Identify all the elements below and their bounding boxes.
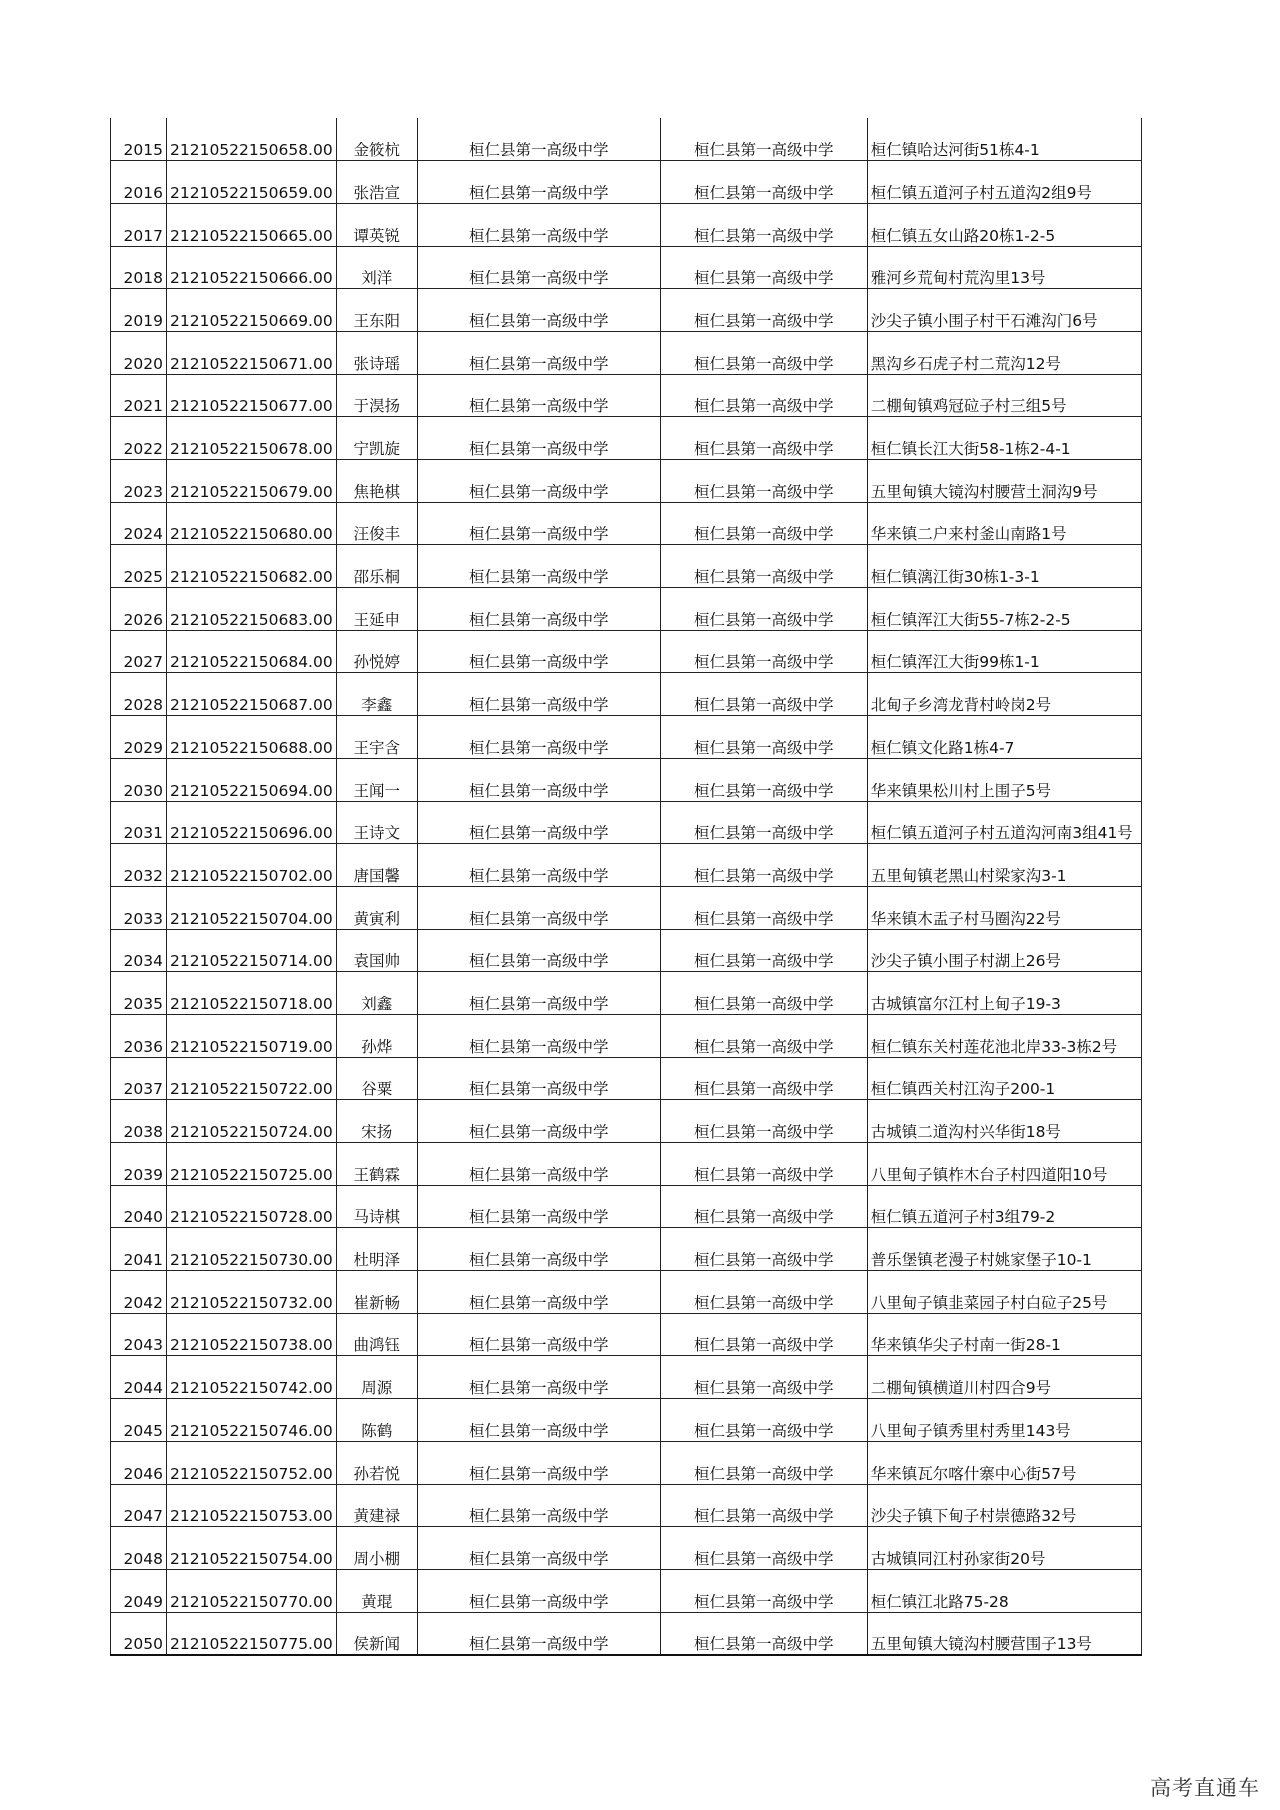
home-address-cell: 华来镇果松川村上围子5号 [867,758,1141,801]
table-row [111,673,1142,716]
table-row [111,1228,1142,1271]
graduate-school-cell: 桓仁县第一高级中学 [417,716,660,759]
student-name-cell: 张诗瑶 [336,331,417,374]
exam-id-cell: 21210522150658.00 [167,118,337,161]
graduate-school-cell: 桓仁县第一高级中学 [417,1441,660,1484]
graduate-school-cell: 桓仁县第一高级中学 [417,886,660,929]
admitted-school-cell: 桓仁县第一高级中学 [660,630,867,673]
row-number-cell: 2028 [111,673,167,716]
row-number-cell: 2039 [111,1143,167,1186]
table-row [111,331,1142,374]
table-row [111,502,1142,545]
home-address-cell: 沙尖子镇小围子村湖上26号 [867,929,1141,972]
admitted-school-cell: 桓仁县第一高级中学 [660,417,867,460]
student-name-cell: 邵乐桐 [336,545,417,588]
graduate-school-cell: 桓仁县第一高级中学 [417,374,660,417]
exam-id-cell: 21210522150671.00 [167,331,337,374]
row-number-cell: 2030 [111,758,167,801]
row-number-cell: 2044 [111,1356,167,1399]
row-number-cell: 2049 [111,1569,167,1612]
table-row [111,203,1142,246]
admitted-school-cell: 桓仁县第一高级中学 [660,331,867,374]
table-row [111,1313,1142,1356]
graduate-school-cell: 桓仁县第一高级中学 [417,1185,660,1228]
admitted-school-cell: 桓仁县第一高级中学 [660,844,867,887]
student-name-cell: 刘鑫 [336,972,417,1015]
exam-id-cell: 21210522150732.00 [167,1271,337,1314]
table-row [111,246,1142,289]
home-address-cell: 五里甸镇大镜沟村腰营土洞沟9号 [867,460,1141,503]
student-name-cell: 陈鹤 [336,1399,417,1442]
student-name-cell: 王鹤霖 [336,1143,417,1186]
student-name-cell: 王东阳 [336,289,417,332]
admitted-school-cell: 桓仁县第一高级中学 [660,1569,867,1612]
exam-id-cell: 21210522150746.00 [167,1399,337,1442]
table-row [111,758,1142,801]
row-number-cell: 2042 [111,1271,167,1314]
home-address-cell: 华来镇二户来村釜山南路1号 [867,502,1141,545]
graduate-school-cell: 桓仁县第一高级中学 [417,203,660,246]
exam-id-cell: 21210522150754.00 [167,1527,337,1570]
site-watermark: 高考直通车 [1150,1776,1260,1800]
row-number-cell: 2031 [111,801,167,844]
graduate-school-cell: 桓仁县第一高级中学 [417,460,660,503]
student-name-cell: 黄建禄 [336,1484,417,1527]
admitted-school-cell: 桓仁县第一高级中学 [660,118,867,161]
graduate-school-cell: 桓仁县第一高级中学 [417,161,660,204]
graduate-school-cell: 桓仁县第一高级中学 [417,972,660,1015]
student-name-cell: 王延申 [336,588,417,631]
exam-id-cell: 21210522150704.00 [167,886,337,929]
student-name-cell: 孙若悦 [336,1441,417,1484]
exam-id-cell: 21210522150753.00 [167,1484,337,1527]
student-name-cell: 周源 [336,1356,417,1399]
home-address-cell: 桓仁镇哈达河街51栋4-1 [867,118,1141,161]
home-address-cell: 北甸子乡湾龙背村岭岗2号 [867,673,1141,716]
row-number-cell: 2027 [111,630,167,673]
admitted-school-cell: 桓仁县第一高级中学 [660,1612,867,1655]
home-address-cell: 沙尖子镇小围子村干石滩沟门6号 [867,289,1141,332]
home-address-cell: 古城镇二道沟村兴华街18号 [867,1100,1141,1143]
table-row [111,289,1142,332]
graduate-school-cell: 桓仁县第一高级中学 [417,417,660,460]
table-row [111,1399,1142,1442]
admitted-school-cell: 桓仁县第一高级中学 [660,1399,867,1442]
student-name-cell: 袁国帅 [336,929,417,972]
home-address-cell: 桓仁镇五道河子村3组79-2 [867,1185,1141,1228]
exam-id-cell: 21210522150702.00 [167,844,337,887]
exam-id-cell: 21210522150770.00 [167,1569,337,1612]
exam-id-cell: 21210522150688.00 [167,716,337,759]
home-address-cell: 桓仁镇五道河子村五道沟河南3组41号 [867,801,1141,844]
admitted-school-cell: 桓仁县第一高级中学 [660,1228,867,1271]
home-address-cell: 华来镇木盂子村马圈沟22号 [867,886,1141,929]
exam-id-cell: 21210522150696.00 [167,801,337,844]
student-name-cell: 杜明泽 [336,1228,417,1271]
exam-id-cell: 21210522150683.00 [167,588,337,631]
table-row [111,1356,1142,1399]
student-name-cell: 孙烨 [336,1014,417,1057]
admitted-school-cell: 桓仁县第一高级中学 [660,1441,867,1484]
exam-id-cell: 21210522150687.00 [167,673,337,716]
admitted-school-cell: 桓仁县第一高级中学 [660,1484,867,1527]
home-address-cell: 桓仁镇东关村莲花池北岸33-3栋2号 [867,1014,1141,1057]
admitted-school-cell: 桓仁县第一高级中学 [660,801,867,844]
table-row [111,1527,1142,1570]
exam-id-cell: 21210522150714.00 [167,929,337,972]
exam-id-cell: 21210522150666.00 [167,246,337,289]
home-address-cell: 八里甸子镇柞木台子村四道阳10号 [867,1143,1141,1186]
home-address-cell: 古城镇同江村孙家街20号 [867,1527,1141,1570]
admitted-school-cell: 桓仁县第一高级中学 [660,1527,867,1570]
student-name-cell: 宋扬 [336,1100,417,1143]
exam-id-cell: 21210522150738.00 [167,1313,337,1356]
student-name-cell: 李鑫 [336,673,417,716]
student-name-cell: 谭英锐 [336,203,417,246]
admitted-school-cell: 桓仁县第一高级中学 [660,1143,867,1186]
row-number-cell: 2033 [111,886,167,929]
student-name-cell: 孙悦婷 [336,630,417,673]
graduate-school-cell: 桓仁县第一高级中学 [417,1356,660,1399]
exam-id-cell: 21210522150684.00 [167,630,337,673]
table-row [111,1057,1142,1100]
admitted-school-cell: 桓仁县第一高级中学 [660,1185,867,1228]
home-address-cell: 桓仁镇文化路1栋4-7 [867,716,1141,759]
home-address-cell: 桓仁镇江北路75-28 [867,1569,1141,1612]
row-number-cell: 2035 [111,972,167,1015]
row-number-cell: 2020 [111,331,167,374]
home-address-cell: 桓仁镇浑江大街55-7栋2-2-5 [867,588,1141,631]
admitted-school-cell: 桓仁县第一高级中学 [660,972,867,1015]
table-row [111,374,1142,417]
home-address-cell: 普乐堡镇老漫子村姚家堡子10-1 [867,1228,1141,1271]
student-name-cell: 张浩宣 [336,161,417,204]
table-row [111,1014,1142,1057]
graduate-school-cell: 桓仁县第一高级中学 [417,331,660,374]
exam-id-cell: 21210522150680.00 [167,502,337,545]
exam-id-cell: 21210522150752.00 [167,1441,337,1484]
row-number-cell: 2024 [111,502,167,545]
home-address-cell: 五里甸镇大镜沟村腰营围子13号 [867,1612,1141,1655]
admitted-school-cell: 桓仁县第一高级中学 [660,1014,867,1057]
student-name-cell: 黄寅利 [336,886,417,929]
home-address-cell: 桓仁镇浑江大街99栋1-1 [867,630,1141,673]
table-row [111,1612,1142,1655]
exam-id-cell: 21210522150659.00 [167,161,337,204]
row-number-cell: 2043 [111,1313,167,1356]
admitted-school-cell: 桓仁县第一高级中学 [660,1271,867,1314]
exam-id-cell: 21210522150669.00 [167,289,337,332]
admitted-school-cell: 桓仁县第一高级中学 [660,588,867,631]
row-number-cell: 2016 [111,161,167,204]
admitted-school-cell: 桓仁县第一高级中学 [660,673,867,716]
home-address-cell: 桓仁镇五女山路20栋1-2-5 [867,203,1141,246]
home-address-cell: 八里甸子镇韭菜园子村白砬子25号 [867,1271,1141,1314]
exam-id-cell: 21210522150724.00 [167,1100,337,1143]
graduate-school-cell: 桓仁县第一高级中学 [417,758,660,801]
home-address-cell: 桓仁镇西关村江沟子200-1 [867,1057,1141,1100]
exam-id-cell: 21210522150679.00 [167,460,337,503]
row-number-cell: 2023 [111,460,167,503]
home-address-cell: 五里甸镇老黑山村梁家沟3-1 [867,844,1141,887]
student-name-cell: 周小棚 [336,1527,417,1570]
graduate-school-cell: 桓仁县第一高级中学 [417,1100,660,1143]
table-row [111,1143,1142,1186]
student-name-cell: 王闻一 [336,758,417,801]
home-address-cell: 沙尖子镇下甸子村崇德路32号 [867,1484,1141,1527]
table-row [111,1441,1142,1484]
graduate-school-cell: 桓仁县第一高级中学 [417,118,660,161]
graduate-school-cell: 桓仁县第一高级中学 [417,844,660,887]
student-name-cell: 马诗棋 [336,1185,417,1228]
admitted-school-cell: 桓仁县第一高级中学 [660,1057,867,1100]
table-row [111,588,1142,631]
exam-id-cell: 21210522150730.00 [167,1228,337,1271]
exam-id-cell: 21210522150677.00 [167,374,337,417]
admitted-school-cell: 桓仁县第一高级中学 [660,246,867,289]
row-number-cell: 2025 [111,545,167,588]
graduate-school-cell: 桓仁县第一高级中学 [417,502,660,545]
table-row [111,630,1142,673]
row-number-cell: 2018 [111,246,167,289]
exam-id-cell: 21210522150665.00 [167,203,337,246]
row-number-cell: 2015 [111,118,167,161]
graduate-school-cell: 桓仁县第一高级中学 [417,673,660,716]
student-name-cell: 王宇含 [336,716,417,759]
exam-id-cell: 21210522150719.00 [167,1014,337,1057]
admitted-school-cell: 桓仁县第一高级中学 [660,929,867,972]
table-body [111,118,1142,1655]
admitted-school-cell: 桓仁县第一高级中学 [660,374,867,417]
graduate-school-cell: 桓仁县第一高级中学 [417,545,660,588]
exam-id-cell: 21210522150728.00 [167,1185,337,1228]
admitted-school-cell: 桓仁县第一高级中学 [660,1100,867,1143]
admitted-school-cell: 桓仁县第一高级中学 [660,1313,867,1356]
admitted-school-cell: 桓仁县第一高级中学 [660,502,867,545]
home-address-cell: 桓仁镇长江大街58-1栋2-4-1 [867,417,1141,460]
exam-id-cell: 21210522150678.00 [167,417,337,460]
graduate-school-cell: 桓仁县第一高级中学 [417,1399,660,1442]
row-number-cell: 2029 [111,716,167,759]
home-address-cell: 桓仁镇漓江街30栋1-3-1 [867,545,1141,588]
admitted-school-cell: 桓仁县第一高级中学 [660,716,867,759]
home-address-cell: 黑沟乡石虎子村二荒沟12号 [867,331,1141,374]
graduate-school-cell: 桓仁县第一高级中学 [417,246,660,289]
exam-id-cell: 21210522150694.00 [167,758,337,801]
table-row [111,1569,1142,1612]
admitted-school-cell: 桓仁县第一高级中学 [660,203,867,246]
admitted-school-cell: 桓仁县第一高级中学 [660,289,867,332]
home-address-cell: 华来镇华尖子村南一街28-1 [867,1313,1141,1356]
exam-id-cell: 21210522150682.00 [167,545,337,588]
row-number-cell: 2017 [111,203,167,246]
row-number-cell: 2032 [111,844,167,887]
exam-id-cell: 21210522150722.00 [167,1057,337,1100]
student-name-cell: 谷粟 [336,1057,417,1100]
row-number-cell: 2038 [111,1100,167,1143]
graduate-school-cell: 桓仁县第一高级中学 [417,1484,660,1527]
exam-id-cell: 21210522150725.00 [167,1143,337,1186]
student-name-cell: 王诗文 [336,801,417,844]
row-number-cell: 2050 [111,1612,167,1655]
graduate-school-cell: 桓仁县第一高级中学 [417,630,660,673]
home-address-cell: 雅河乡荒甸村荒沟里13号 [867,246,1141,289]
student-name-cell: 宁凯旋 [336,417,417,460]
graduate-school-cell: 桓仁县第一高级中学 [417,1569,660,1612]
table-row [111,460,1142,503]
admission-table [110,118,1142,1656]
exam-id-cell: 21210522150718.00 [167,972,337,1015]
home-address-cell: 华来镇瓦尔喀什寨中心街57号 [867,1441,1141,1484]
row-number-cell: 2048 [111,1527,167,1570]
row-number-cell: 2022 [111,417,167,460]
row-number-cell: 2047 [111,1484,167,1527]
table-row [111,801,1142,844]
admitted-school-cell: 桓仁县第一高级中学 [660,545,867,588]
table-row [111,844,1142,887]
student-name-cell: 汪俊丰 [336,502,417,545]
row-number-cell: 2046 [111,1441,167,1484]
graduate-school-cell: 桓仁县第一高级中学 [417,1228,660,1271]
home-address-cell: 桓仁镇五道河子村五道沟2组9号 [867,161,1141,204]
admitted-school-cell: 桓仁县第一高级中学 [660,1356,867,1399]
admitted-school-cell: 桓仁县第一高级中学 [660,886,867,929]
table-row [111,716,1142,759]
graduate-school-cell: 桓仁县第一高级中学 [417,1271,660,1314]
student-name-cell: 刘洋 [336,246,417,289]
graduate-school-cell: 桓仁县第一高级中学 [417,1527,660,1570]
table-row [111,545,1142,588]
home-address-cell: 八里甸子镇秀里村秀里143号 [867,1399,1141,1442]
student-name-cell: 曲鸿钰 [336,1313,417,1356]
graduate-school-cell: 桓仁县第一高级中学 [417,1057,660,1100]
row-number-cell: 2036 [111,1014,167,1057]
table-row [111,886,1142,929]
graduate-school-cell: 桓仁县第一高级中学 [417,1143,660,1186]
table-row [111,1100,1142,1143]
student-name-cell: 黄琨 [336,1569,417,1612]
table-row [111,1185,1142,1228]
student-name-cell: 崔新畅 [336,1271,417,1314]
student-name-cell: 唐国馨 [336,844,417,887]
row-number-cell: 2041 [111,1228,167,1271]
graduate-school-cell: 桓仁县第一高级中学 [417,588,660,631]
student-name-cell: 焦艳棋 [336,460,417,503]
home-address-cell: 二棚甸镇鸡冠砬子村三组5号 [867,374,1141,417]
admitted-school-cell: 桓仁县第一高级中学 [660,460,867,503]
row-number-cell: 2034 [111,929,167,972]
admitted-school-cell: 桓仁县第一高级中学 [660,161,867,204]
table-row [111,161,1142,204]
student-name-cell: 侯新闻 [336,1612,417,1655]
student-name-cell: 于淏扬 [336,374,417,417]
graduate-school-cell: 桓仁县第一高级中学 [417,929,660,972]
row-number-cell: 2019 [111,289,167,332]
graduate-school-cell: 桓仁县第一高级中学 [417,1014,660,1057]
graduate-school-cell: 桓仁县第一高级中学 [417,1313,660,1356]
table-row [111,1271,1142,1314]
student-name-cell: 金筱杭 [336,118,417,161]
home-address-cell: 古城镇富尔江村上甸子19-3 [867,972,1141,1015]
graduate-school-cell: 桓仁县第一高级中学 [417,801,660,844]
admitted-school-cell: 桓仁县第一高级中学 [660,758,867,801]
table-row [111,417,1142,460]
exam-id-cell: 21210522150742.00 [167,1356,337,1399]
row-number-cell: 2021 [111,374,167,417]
graduate-school-cell: 桓仁县第一高级中学 [417,1612,660,1655]
home-address-cell: 二棚甸镇横道川村四合9号 [867,1356,1141,1399]
table-row [111,972,1142,1015]
graduate-school-cell: 桓仁县第一高级中学 [417,289,660,332]
row-number-cell: 2040 [111,1185,167,1228]
table-row [111,929,1142,972]
table-row [111,1484,1142,1527]
row-number-cell: 2026 [111,588,167,631]
row-number-cell: 2045 [111,1399,167,1442]
table-row [111,118,1142,161]
row-number-cell: 2037 [111,1057,167,1100]
exam-id-cell: 21210522150775.00 [167,1612,337,1655]
